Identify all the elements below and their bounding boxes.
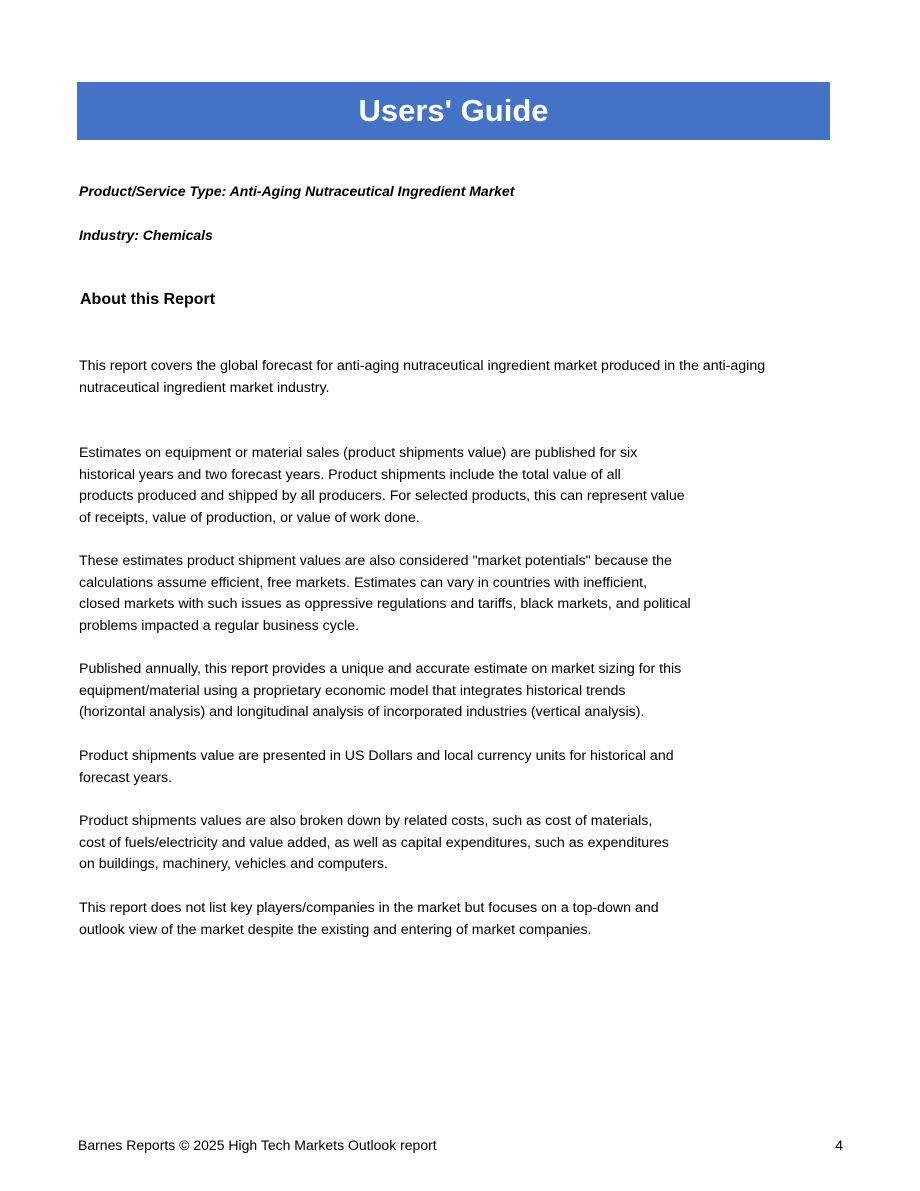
paragraph-line: cost of fuels/electricity and value added, as well as capital expenditures, such as expenditures [79,834,669,851]
paragraph-line: Published annually, this report provides a unique and accurate estimate on market sizing for this [79,661,682,677]
product-type-line: Product/Service Type: Anti-Aging Nutraceutical Ingredient Market [79,183,515,199]
section-heading: About this Report [80,291,216,308]
footer-copyright: Barnes Reports © 2025 High Tech Markets Outlook report [78,1137,437,1153]
paragraph-line: equipment/material using a proprietary economic model that integrates historical trends [79,682,626,699]
paragraph-key-players [79,898,739,941]
paragraph-line: nutraceutical ingredient market industry. [79,379,330,396]
industry-line: Industry: Chemicals [79,227,213,243]
title-banner [77,82,830,140]
paragraph-line: This report covers the global forecast for anti-aging nutraceutical ingredient market produced in the anti-aging [79,358,766,374]
paragraph-line: problems impacted a regular business cycle. [79,618,359,635]
paragraph-methodology [79,659,739,724]
paragraph-line: outlook view of the market despite the existing and entering of market companies. [79,921,592,938]
paragraph-scope [79,356,839,399]
paragraph-line: (horizontal analysis) and longitudinal analysis of incorporated industries (vertical analysis). [79,704,645,721]
paragraph-line: calculations assume efficient, free markets. Estimates can vary in countries with inefficient, [79,574,648,591]
paragraph-market-potentials [79,551,739,638]
paragraph-line: of receipts, value of production, or value of work done. [79,510,420,527]
paragraph-line: products produced and shipped by all producers. For selected products, this can represent value [79,488,685,505]
paragraph-line: on buildings, machinery, vehicles and computers. [79,856,388,873]
paragraph-line: closed markets with such issues as oppressive regulations and tariffs, black markets, and political [79,596,691,613]
paragraph-line: Product shipments value are presented in US Dollars and local currency units for historical and [79,748,674,764]
paragraph-estimates [79,443,739,530]
paragraph-line: forecast years. [79,769,173,786]
page-title: Users' Guide [358,93,549,128]
page-number: 4 [835,1137,843,1153]
paragraph-costs [79,811,739,876]
paragraph-line: historical years and two forecast years. Product shipments include the total value of all [79,466,621,483]
paragraph-currency [79,746,739,789]
paragraph-line: Estimates on equipment or material sales (product shipments value) are published for six [79,445,638,461]
paragraph-line: These estimates product shipment values are also considered "market potentials" because the [79,553,672,569]
paragraph-line: Product shipments values are also broken down by related costs, such as cost of materials, [79,813,653,829]
paragraph-line: This report does not list key players/companies in the market but focuses on a top-down and [79,900,659,916]
